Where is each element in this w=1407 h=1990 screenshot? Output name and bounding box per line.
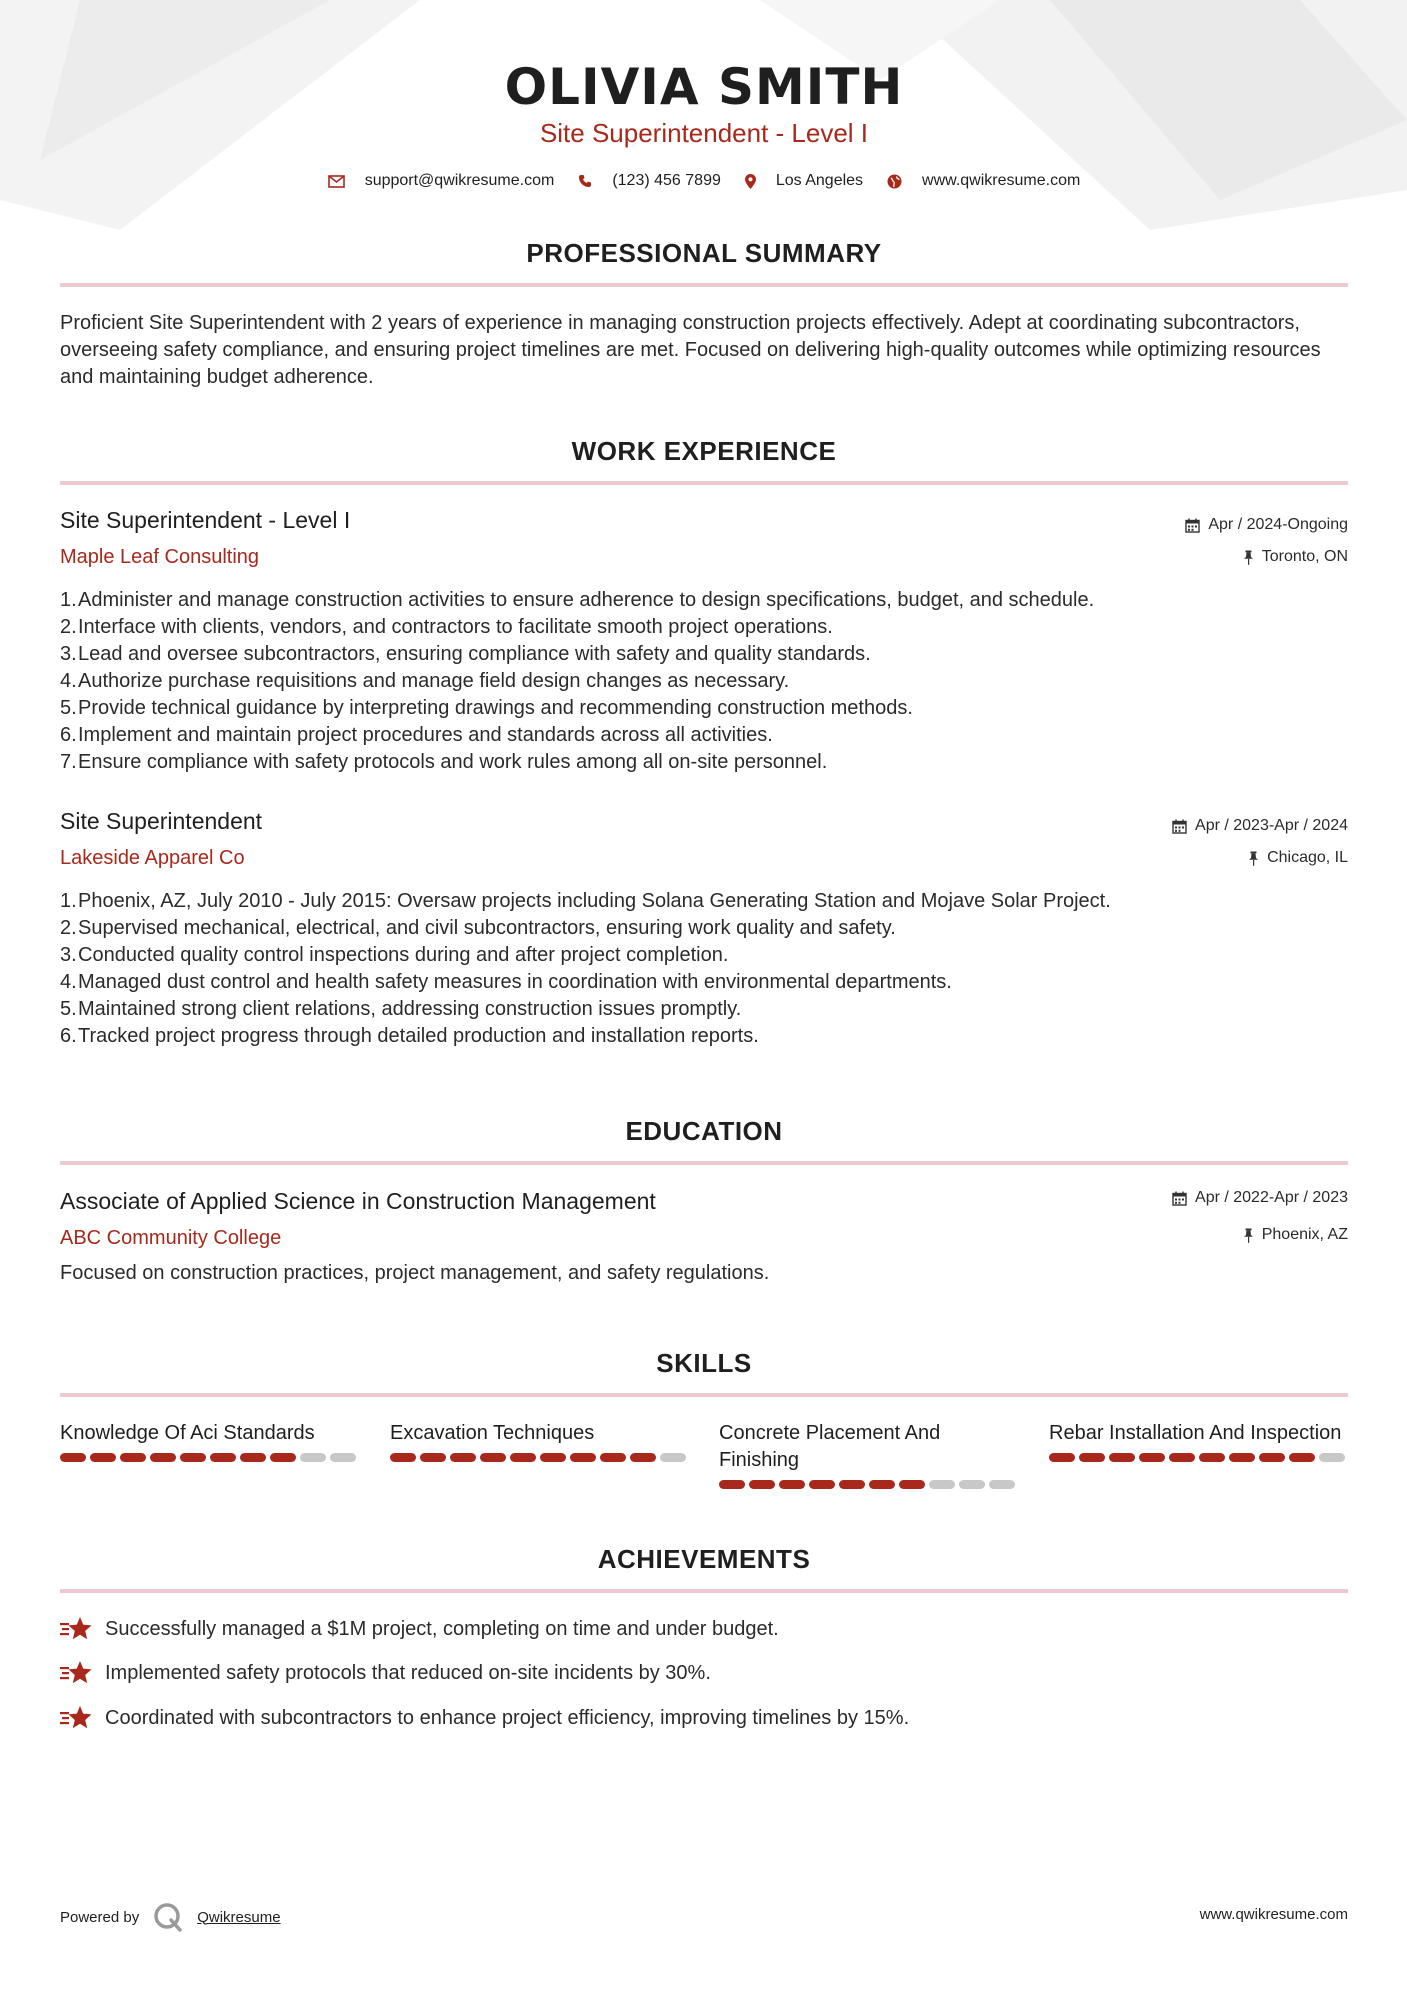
education-divider	[60, 1161, 1348, 1165]
pin-icon	[1243, 550, 1254, 565]
job-location-text: Chicago, IL	[1267, 849, 1348, 866]
contact-phone[interactable]	[578, 172, 721, 190]
skill-segment-filled	[570, 1453, 596, 1462]
degree-title: Associate of Applied Science in Construction Management	[60, 1188, 656, 1214]
email-icon	[328, 175, 345, 188]
phone-text: (123) 456 7899	[612, 172, 721, 189]
skill-segment-filled	[1169, 1453, 1195, 1462]
skill-segment-filled	[1259, 1453, 1285, 1462]
skill-segment-filled	[420, 1453, 446, 1462]
list-item: 4. Managed dust control and health safety measures in coordination with environmental departments.	[60, 971, 952, 993]
achievement-text: Coordinated with subcontractors to enhance project efficiency, improving timelines by 15%.	[105, 1706, 910, 1729]
email-text: support@qwikresume.com	[364, 172, 555, 189]
skill-name: Excavation Techniques	[390, 1422, 595, 1444]
website-text: www.qwikresume.com	[922, 172, 1081, 189]
star-icon	[60, 1705, 93, 1731]
list-item: 6. Tracked project progress through detailed production and installation reports.	[60, 1025, 759, 1047]
school-name: ABC Community College	[60, 1227, 282, 1249]
education-location	[1243, 1226, 1348, 1244]
skill-segment-empty	[959, 1480, 985, 1489]
skill-segment-filled	[150, 1453, 176, 1462]
skill-segment-filled	[779, 1480, 805, 1489]
skill-segment-filled	[600, 1453, 626, 1462]
qwikresume-logo-icon	[153, 1902, 183, 1932]
skill-segment-filled	[180, 1453, 206, 1462]
skill-segment-empty	[300, 1453, 326, 1462]
skill-segment-filled	[630, 1453, 656, 1462]
calendar-icon	[1172, 819, 1187, 834]
list-item: 2. Supervised mechanical, electrical, and civil subcontractors, ensuring work quality and safety.	[60, 917, 896, 939]
candidate-name: OLIVIA SMITH	[504, 58, 904, 116]
skills-divider	[60, 1393, 1348, 1397]
footer-powered-by	[60, 1902, 281, 1932]
skill-segment-filled	[270, 1453, 296, 1462]
list-item: 5. Maintained strong client relations, addressing construction issues promptly.	[60, 998, 742, 1020]
skill-segment-filled	[540, 1453, 566, 1462]
summary-text: Proficient Site Superintendent with 2 years of experience in managing construction projects effectively. Adept at coordinating subcontractors, overseeing safety compliance, and ensuring project timelines are met. Focused on delivering high-quality outcomes while optimizing resources and maintaining budget adherence.	[60, 312, 1321, 388]
pin-icon	[1243, 1228, 1254, 1243]
map-marker-icon	[745, 174, 756, 189]
skill-segment-filled	[899, 1480, 925, 1489]
job-location-text: Toronto, ON	[1261, 548, 1348, 565]
summary-heading: PROFESSIONAL SUMMARY	[526, 238, 882, 268]
list-item: 5. Provide technical guidance by interpreting drawings and recommending construction methods.	[60, 697, 913, 719]
skill-level-bar	[719, 1480, 1019, 1489]
skill-segment-filled	[1289, 1453, 1315, 1462]
job-company: Maple Leaf Consulting	[60, 546, 260, 568]
skill-segment-empty	[660, 1453, 686, 1462]
job-title: Site Superintendent	[60, 808, 263, 834]
skill-item	[60, 1420, 360, 1462]
powered-by-label: Powered by	[60, 1908, 140, 1926]
qwikresume-link[interactable]: Qwikresume	[197, 1908, 281, 1926]
skill-segment-filled	[1199, 1453, 1225, 1462]
skill-name: Rebar Installation And Inspection	[1049, 1422, 1342, 1444]
skill-segment-empty	[330, 1453, 356, 1462]
achievement-item	[60, 1660, 711, 1686]
phone-icon	[578, 174, 592, 188]
education-dates	[1172, 1189, 1348, 1207]
candidate-title: Site Superintendent - Level I	[539, 118, 869, 148]
achievement-item	[60, 1616, 779, 1642]
skill-segment-filled	[1139, 1453, 1165, 1462]
skill-name: Concrete Placement And Finishing	[719, 1422, 941, 1471]
education-description: Focused on construction practices, project management, and safety regulations.	[60, 1262, 770, 1284]
star-icon	[60, 1616, 93, 1642]
job-dates-text: Apr / 2023-Apr / 2024	[1195, 817, 1348, 834]
skill-segment-empty	[1319, 1453, 1345, 1462]
globe-icon	[887, 174, 902, 189]
pin-icon	[1248, 851, 1259, 866]
star-icon	[60, 1660, 93, 1686]
job-location	[1248, 849, 1348, 867]
skill-segment-filled	[1109, 1453, 1135, 1462]
footer-website[interactable]: www.qwikresume.com	[1199, 1906, 1348, 1923]
skill-item	[719, 1420, 1019, 1489]
calendar-icon	[1172, 1191, 1187, 1206]
skill-segment-filled	[869, 1480, 895, 1489]
job-responsibilities	[60, 587, 1348, 776]
summary-divider	[60, 283, 1348, 287]
contact-location	[745, 172, 863, 190]
list-item: 6. Implement and maintain project procedures and standards across all activities.	[60, 724, 773, 746]
skill-segment-filled	[1049, 1453, 1075, 1462]
achievements-heading: ACHIEVEMENTS	[597, 1544, 811, 1574]
skill-segment-filled	[210, 1453, 236, 1462]
skill-segment-filled	[719, 1480, 745, 1489]
skill-segment-empty	[989, 1480, 1015, 1489]
job-title: Site Superintendent - Level I	[60, 507, 351, 533]
skill-segment-filled	[1079, 1453, 1105, 1462]
achievements-divider	[60, 1589, 1348, 1593]
skill-segment-filled	[90, 1453, 116, 1462]
list-item: 4. Authorize purchase requisitions and manage field design changes as necessary.	[60, 670, 790, 692]
skill-segment-filled	[480, 1453, 506, 1462]
experience-heading: WORK EXPERIENCE	[571, 436, 837, 466]
contact-website[interactable]	[887, 172, 1080, 190]
job-dates	[1185, 516, 1348, 534]
list-item: 3. Conducted quality control inspections during and after project completion.	[60, 944, 729, 966]
skill-segment-filled	[839, 1480, 865, 1489]
skill-level-bar	[1049, 1453, 1349, 1462]
job-location	[1243, 548, 1348, 566]
education-location-text: Phoenix, AZ	[1261, 1226, 1348, 1243]
skill-segment-filled	[809, 1480, 835, 1489]
skill-segment-filled	[240, 1453, 266, 1462]
skill-segment-filled	[390, 1453, 416, 1462]
education-dates-text: Apr / 2022-Apr / 2023	[1195, 1189, 1348, 1206]
job-responsibilities	[60, 888, 1348, 1050]
experience-divider	[60, 481, 1348, 485]
list-item: 3. Lead and oversee subcontractors, ensuring compliance with safety and quality standards.	[60, 643, 871, 665]
list-item: 7. Ensure compliance with safety protocols and work rules among all on-site personnel.	[60, 751, 828, 773]
skill-segment-filled	[450, 1453, 476, 1462]
skill-segment-filled	[60, 1453, 86, 1462]
skill-item	[1049, 1420, 1349, 1462]
job-company: Lakeside Apparel Co	[60, 847, 245, 869]
education-heading: EDUCATION	[625, 1116, 783, 1146]
skills-heading: SKILLS	[656, 1348, 752, 1378]
skill-segment-filled	[510, 1453, 536, 1462]
job-dates-text: Apr / 2024-Ongoing	[1208, 516, 1348, 533]
skill-level-bar	[390, 1453, 690, 1462]
list-item: 1. Phoenix, AZ, July 2010 - July 2015: Oversaw projects including Solana Generating Station and Mojave Solar Project.	[60, 890, 1111, 912]
skill-segment-filled	[120, 1453, 146, 1462]
job-dates	[1172, 817, 1348, 835]
list-item: 2. Interface with clients, vendors, and contractors to facilitate smooth project operations.	[60, 616, 833, 638]
skill-segment-filled	[1229, 1453, 1255, 1462]
achievement-item	[60, 1705, 909, 1731]
contact-email[interactable]	[328, 172, 555, 190]
skill-segment-empty	[929, 1480, 955, 1489]
skill-item	[390, 1420, 690, 1462]
skill-segment-filled	[749, 1480, 775, 1489]
achievement-text: Successfully managed a $1M project, completing on time and under budget.	[105, 1617, 779, 1640]
achievement-text: Implemented safety protocols that reduced on-site incidents by 30%.	[105, 1661, 711, 1684]
location-text: Los Angeles	[775, 172, 864, 189]
list-item: 1. Administer and manage construction activities to ensure adherence to design specifications, budget, and schedule.	[60, 589, 1095, 611]
calendar-icon	[1185, 518, 1200, 533]
skill-name: Knowledge Of Aci Standards	[60, 1422, 315, 1444]
skill-level-bar	[60, 1453, 360, 1462]
contact-bar	[60, 172, 1348, 190]
